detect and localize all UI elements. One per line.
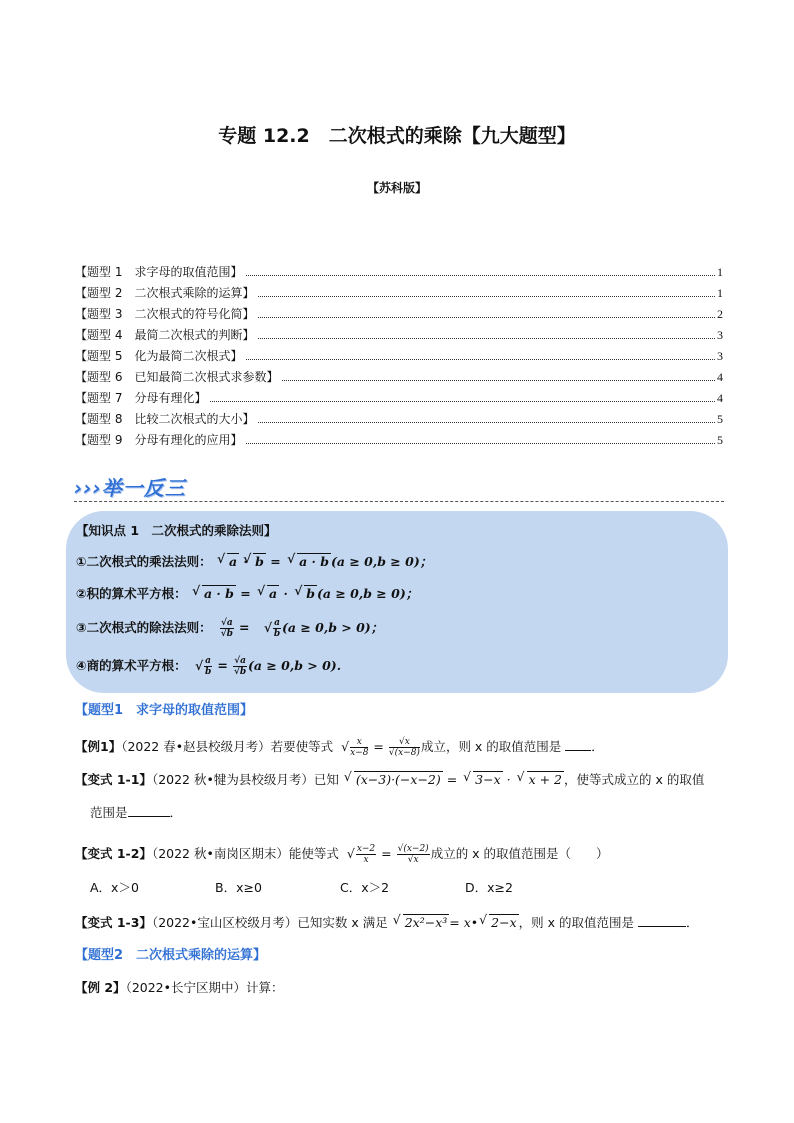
toc-label: 【题型 1 求字母的取值范围】 [75, 265, 243, 279]
question-tag: 【例1】 [75, 739, 122, 754]
toc-page: 5 [717, 433, 723, 447]
rule-condition: (a ≥ 0,b > 0)； [281, 620, 384, 635]
variant-1-2: 【变式 1-2】（2022 秋•南岗区期末）能使等式 √ $\frac{x-2}{x}$ = $\frac{√(x-2)}{√x}$ 成立的 x 的取值范围是（ ） [75, 844, 609, 865]
toc-page: 1 [717, 265, 723, 279]
rule-condition: (a ≥ 0,b > 0). [247, 658, 342, 673]
toc-page: 2 [717, 307, 723, 321]
table-of-contents [75, 259, 723, 448]
question-source: （2022 春•赵县校级月考）若要使等式 [121, 739, 334, 754]
toc-item[interactable] [75, 406, 723, 427]
toc-label: 【题型 6 已知最简二次根式求参数】 [75, 370, 279, 384]
toc-item[interactable] [75, 427, 723, 448]
rule-quotient-root: ④商的算术平方根： √ $\frac{a}{b}$ = $\frac{√a}{√b}$ (a ≥ 0,b > 0). [76, 656, 342, 677]
question-tag: 【变式 1-3】 [75, 915, 152, 930]
variant-1-3: 【变式 1-3】（2022•宝山区校级月考）已知实数 x 满足 √ 2x²−x³ = x•√ 2−x ，则 x 的取值范围是 ． [75, 913, 698, 931]
question-text: 成立的 x 的取值范围是（ ） [430, 846, 609, 861]
toc-item[interactable] [75, 385, 723, 406]
toc-page: 4 [717, 370, 723, 384]
rule-condition: (a ≥ 0,b ≥ 0)； [316, 586, 419, 601]
question-text: = x• [449, 915, 479, 930]
option-c[interactable]: C．x＞2 [340, 880, 390, 895]
rule-label: ③二次根式的除法法则： [76, 620, 212, 635]
toc-label: 【题型 4 最简二次根式的判断】 [75, 328, 255, 342]
variant-1-1-line2: 范围是 ． [90, 805, 183, 820]
toc-label: 【题型 2 二次根式乘除的运算】 [75, 286, 255, 300]
section-heading-2: 【题型2 二次根式乘除的运算】 [75, 948, 267, 963]
option-a[interactable]: A．x＞0 [90, 880, 139, 895]
section-banner [74, 470, 724, 506]
answer-blank[interactable] [638, 926, 686, 927]
toc-label: 【题型 7 分母有理化】 [75, 391, 207, 405]
rule-multiplication: ①二次根式的乘法法则： √ a · √ b = √ a · b (a ≥ 0,b ≥ 0)； [76, 552, 432, 570]
toc-item[interactable] [75, 280, 723, 301]
toc-page: 5 [717, 412, 723, 426]
toc-item[interactable] [75, 322, 723, 343]
answer-blank[interactable] [565, 750, 591, 751]
rule-label: ④商的算术平方根： [76, 658, 187, 673]
edition-label: 【苏科版】 [366, 181, 427, 195]
question-tag: 【例 2】 [75, 980, 126, 995]
question-source: （2022•长宁区期中）计算： [125, 980, 284, 995]
rule-label: ②积的算术平方根： [76, 586, 187, 601]
rule-product-root: ②积的算术平方根： √ a · b = √ a · √ b (a ≥ 0,b ≥ 0)； [76, 584, 418, 602]
knowledge-box [66, 511, 728, 693]
section-heading-1: 【题型1 求字母的取值范围】 [75, 703, 254, 718]
example-1: 【例1】（2022 春•赵县校级月考）若要使等式 √ $\frac{x}{x-8}$ = $\frac{√x}{√(x-8)}$ 成立，则 x 的取值范围是 ． [75, 737, 604, 758]
variant-1-1: 【变式 1-1】（2022 秋•犍为县校级月考）已知 √ (x−3)·(−x−2) = √ 3−x · √ x + 2 ，使等式成立的 x 的取值 [75, 770, 704, 788]
toc-page: 3 [717, 349, 723, 363]
page-title: 专题 12.2 二次根式的乘除【九大题型】 [218, 125, 576, 147]
toc-page: 3 [717, 328, 723, 342]
toc-label: 【题型 8 比较二次根式的大小】 [75, 412, 255, 426]
answer-blank[interactable] [128, 816, 170, 817]
banner-text: ›››举一反三 [74, 476, 186, 500]
toc-page: 4 [717, 391, 723, 405]
toc-item[interactable] [75, 301, 723, 322]
toc-item[interactable] [75, 259, 723, 280]
question-source: （2022 秋•南岗区期末）能使等式 [151, 846, 339, 861]
question-text: 范围是 [90, 805, 128, 820]
toc-item[interactable] [75, 343, 723, 364]
rule-label: ①二次根式的乘法法则： [76, 554, 212, 569]
question-source: （2022 秋•犍为县校级月考）已知 [151, 772, 339, 787]
toc-label: 【题型 9 分母有理化的应用】 [75, 433, 243, 447]
example-2 [75, 978, 284, 996]
option-d[interactable]: D．x≥2 [465, 880, 513, 895]
toc-label: 【题型 3 二次根式的符号化简】 [75, 307, 255, 321]
question-text: ，使等式成立的 x 的取值 [564, 772, 705, 787]
question-tag: 【变式 1-2】 [75, 846, 152, 861]
knowledge-title: 【知识点 1 二次根式的乘除法则】 [76, 523, 277, 538]
question-text: 成立，则 x 的取值范围是 [420, 739, 562, 754]
question-text: ，则 x 的取值范围是 [518, 915, 634, 930]
toc-label: 【题型 5 化为最简二次根式】 [75, 349, 243, 363]
toc-page: 1 [717, 286, 723, 300]
dashed-divider [74, 501, 724, 502]
toc-item[interactable] [75, 364, 723, 385]
answer-options [90, 878, 590, 896]
question-source: （2022•宝山区校级月考）已知实数 x 满足 [151, 915, 388, 930]
question-tag: 【变式 1-1】 [75, 772, 152, 787]
rule-condition: (a ≥ 0,b ≥ 0)； [330, 554, 433, 569]
rule-division: ③二次根式的除法法则： $\frac{√a}{√b}$ = √ $\frac{a}{b}$ (a ≥ 0,b > 0)； [76, 618, 384, 639]
option-b[interactable]: B．x≥0 [215, 880, 262, 895]
